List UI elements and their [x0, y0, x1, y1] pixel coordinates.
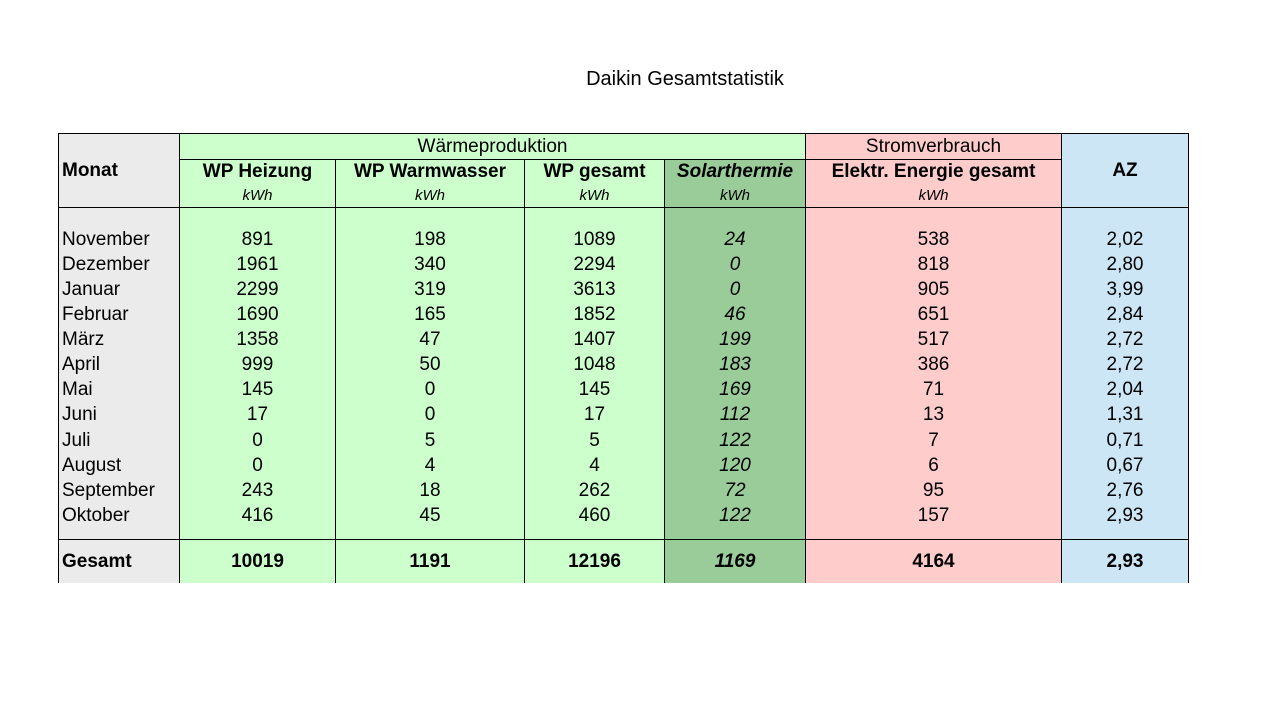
cell-wp-heizung: 999 [179, 352, 335, 377]
cell-solarthermie: 46 [664, 302, 805, 327]
cell-solarthermie: 0 [664, 277, 805, 302]
spacer-cell [58, 208, 179, 227]
cell-az: 2,80 [1061, 252, 1189, 277]
spacer-cell [664, 208, 805, 227]
cell-wp-gesamt: 3613 [524, 277, 664, 302]
total-wp-heizung: 10019 [179, 540, 335, 583]
row-monat: Mai [58, 377, 179, 402]
cell-wp-heizung: 0 [179, 428, 335, 453]
cell-wp-heizung: 0 [179, 453, 335, 478]
unit-solarthermie: kWh [664, 184, 805, 208]
spacer-cell [1061, 528, 1189, 540]
cell-elektr-energie: 13 [805, 402, 1061, 428]
spacer-cell [335, 208, 524, 227]
cell-elektr-energie: 6 [805, 453, 1061, 478]
spacer-cell [179, 528, 335, 540]
cell-solarthermie: 199 [664, 327, 805, 352]
row-monat: August [58, 453, 179, 478]
header-elektr-energie: Elektr. Energie gesamt [805, 159, 1061, 184]
spacer-cell [805, 528, 1061, 540]
cell-elektr-energie: 95 [805, 478, 1061, 503]
header-wp-warmwasser: WP Warmwasser [335, 159, 524, 184]
header-wp-gesamt: WP gesamt [524, 159, 664, 184]
cell-solarthermie: 112 [664, 402, 805, 428]
spacer-cell [524, 208, 664, 227]
cell-wp-heizung: 1961 [179, 252, 335, 277]
cell-wp-warmwasser: 0 [335, 402, 524, 428]
cell-solarthermie: 24 [664, 227, 805, 252]
spacer-cell [179, 208, 335, 227]
cell-wp-warmwasser: 165 [335, 302, 524, 327]
row-monat: Oktober [58, 503, 179, 528]
cell-wp-heizung: 243 [179, 478, 335, 503]
unit-wp-gesamt: kWh [524, 184, 664, 208]
cell-wp-heizung: 1358 [179, 327, 335, 352]
cell-wp-gesamt: 145 [524, 377, 664, 402]
cell-wp-gesamt: 1407 [524, 327, 664, 352]
cell-az: 0,67 [1061, 453, 1189, 478]
cell-solarthermie: 72 [664, 478, 805, 503]
unit-elektr-energie: kWh [805, 184, 1061, 208]
cell-wp-gesamt: 262 [524, 478, 664, 503]
cell-wp-warmwasser: 45 [335, 503, 524, 528]
cell-wp-warmwasser: 18 [335, 478, 524, 503]
cell-wp-heizung: 17 [179, 402, 335, 428]
cell-solarthermie: 122 [664, 503, 805, 528]
spacer-cell [524, 528, 664, 540]
row-monat: Januar [58, 277, 179, 302]
cell-wp-gesamt: 17 [524, 402, 664, 428]
cell-wp-gesamt: 2294 [524, 252, 664, 277]
total-wp-gesamt: 12196 [524, 540, 664, 583]
row-monat: März [58, 327, 179, 352]
cell-az: 2,04 [1061, 377, 1189, 402]
cell-solarthermie: 0 [664, 252, 805, 277]
cell-az: 1,31 [1061, 402, 1189, 428]
row-monat: Juni [58, 402, 179, 428]
total-az: 2,93 [1061, 540, 1189, 583]
cell-wp-gesamt: 1852 [524, 302, 664, 327]
header-wp-heizung: WP Heizung [179, 159, 335, 184]
cell-az: 2,72 [1061, 327, 1189, 352]
spacer-cell [1061, 208, 1189, 227]
cell-elektr-energie: 386 [805, 352, 1061, 377]
spacer-cell [58, 528, 179, 540]
cell-wp-heizung: 1690 [179, 302, 335, 327]
header-az: AZ [1061, 133, 1189, 208]
cell-wp-heizung: 891 [179, 227, 335, 252]
total-solarthermie: 1169 [664, 540, 805, 583]
cell-az: 0,71 [1061, 428, 1189, 453]
header-group-stromverbrauch: Stromverbrauch [805, 133, 1061, 159]
spacer-cell [664, 528, 805, 540]
cell-elektr-energie: 517 [805, 327, 1061, 352]
total-elektr-energie: 4164 [805, 540, 1061, 583]
cell-wp-warmwasser: 319 [335, 277, 524, 302]
header-monat: Monat [58, 133, 179, 208]
cell-solarthermie: 169 [664, 377, 805, 402]
cell-az: 2,93 [1061, 503, 1189, 528]
cell-wp-gesamt: 4 [524, 453, 664, 478]
cell-wp-warmwasser: 198 [335, 227, 524, 252]
cell-elektr-energie: 71 [805, 377, 1061, 402]
cell-wp-gesamt: 1048 [524, 352, 664, 377]
page-title: Daikin Gesamtstatistik [586, 68, 784, 90]
cell-wp-warmwasser: 340 [335, 252, 524, 277]
unit-wp-heizung: kWh [179, 184, 335, 208]
cell-solarthermie: 122 [664, 428, 805, 453]
row-monat: Juli [58, 428, 179, 453]
cell-az: 2,02 [1061, 227, 1189, 252]
cell-elektr-energie: 651 [805, 302, 1061, 327]
cell-wp-gesamt: 460 [524, 503, 664, 528]
cell-elektr-energie: 905 [805, 277, 1061, 302]
header-group-waermeproduktion: Wärmeproduktion [179, 133, 805, 159]
row-monat: Februar [58, 302, 179, 327]
cell-elektr-energie: 7 [805, 428, 1061, 453]
cell-az: 2,72 [1061, 352, 1189, 377]
header-solarthermie: Solarthermie [664, 159, 805, 184]
cell-wp-warmwasser: 0 [335, 377, 524, 402]
cell-az: 2,84 [1061, 302, 1189, 327]
cell-wp-heizung: 416 [179, 503, 335, 528]
cell-wp-warmwasser: 50 [335, 352, 524, 377]
row-monat: November [58, 227, 179, 252]
cell-wp-gesamt: 5 [524, 428, 664, 453]
row-monat: Dezember [58, 252, 179, 277]
cell-wp-warmwasser: 47 [335, 327, 524, 352]
cell-elektr-energie: 818 [805, 252, 1061, 277]
statistics-table [58, 133, 1189, 572]
cell-wp-gesamt: 1089 [524, 227, 664, 252]
total-label: Gesamt [58, 540, 179, 583]
cell-solarthermie: 120 [664, 453, 805, 478]
cell-wp-warmwasser: 4 [335, 453, 524, 478]
spacer-cell [805, 208, 1061, 227]
unit-wp-warmwasser: kWh [335, 184, 524, 208]
cell-az: 3,99 [1061, 277, 1189, 302]
row-monat: April [58, 352, 179, 377]
cell-wp-heizung: 145 [179, 377, 335, 402]
cell-wp-heizung: 2299 [179, 277, 335, 302]
total-wp-warmwasser: 1191 [335, 540, 524, 583]
cell-az: 2,76 [1061, 478, 1189, 503]
cell-solarthermie: 183 [664, 352, 805, 377]
cell-elektr-energie: 538 [805, 227, 1061, 252]
spacer-cell [335, 528, 524, 540]
row-monat: September [58, 478, 179, 503]
cell-wp-warmwasser: 5 [335, 428, 524, 453]
cell-elektr-energie: 157 [805, 503, 1061, 528]
